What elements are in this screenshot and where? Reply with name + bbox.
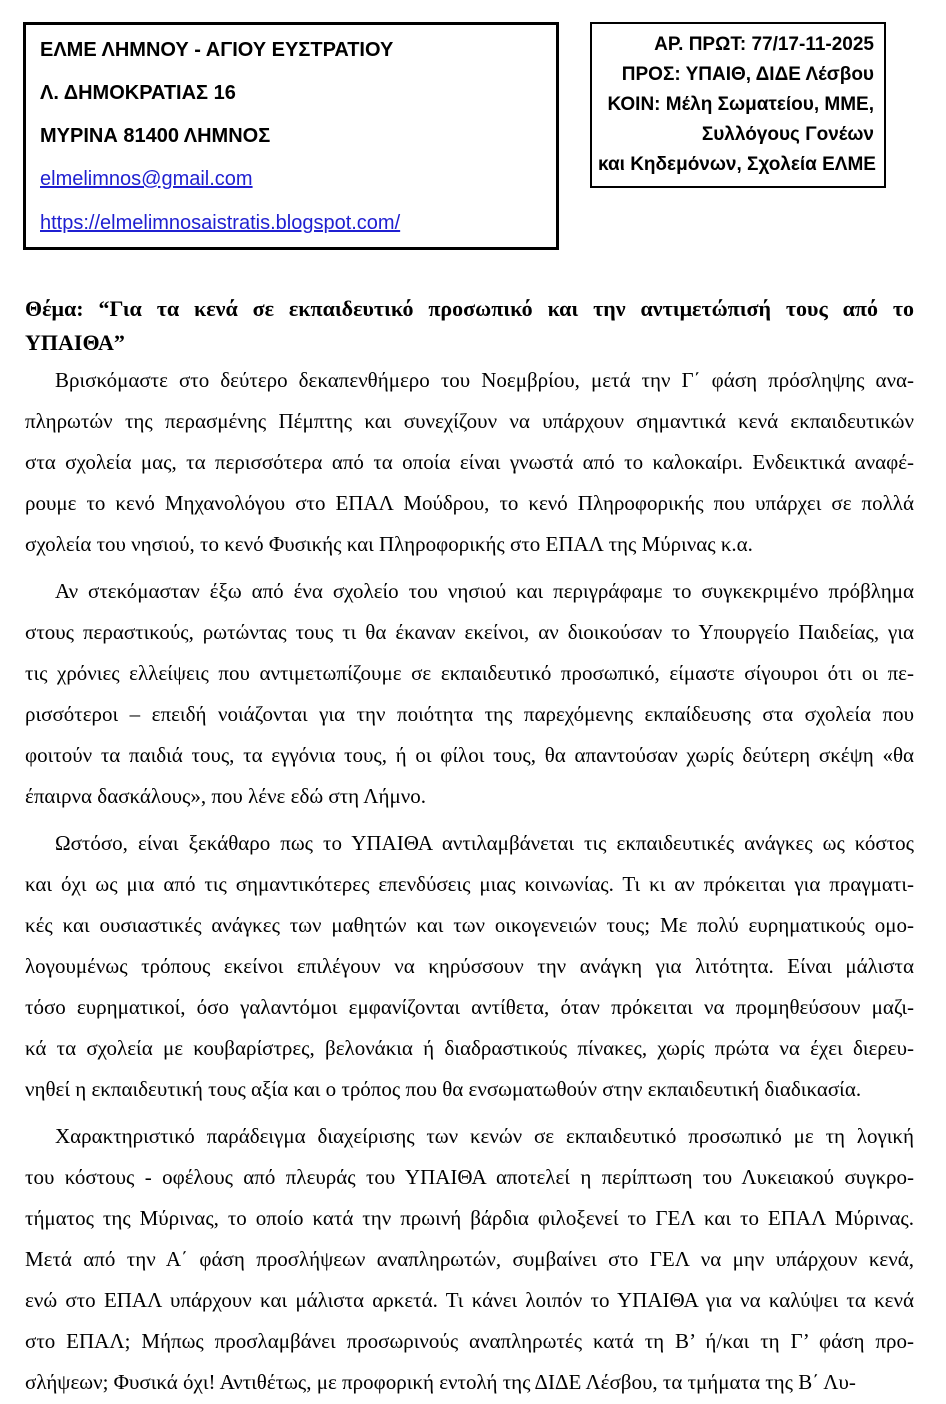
letter-content (25, 292, 914, 1403)
recipient-line: ΚΟΙΝ: Μέλη Σωματείου, ΜΜΕ, (607, 94, 874, 115)
body-line: σλήψεων; Φυσικά όχι! Αντιθέτως, με προφορική εντολή της ΔΙΔΕ Λέσβου, τα τμήματα της Β΄ Λυ- (25, 1370, 856, 1394)
website-line (40, 202, 542, 246)
body-line: ρισσότεροι – επειδή νοιάζονται για την ποιότητα της παρεχόμενης εκπαίδευσης στα σχολεία που (25, 702, 914, 726)
protocol-recipients-box (590, 22, 886, 188)
body-line: κά τα σχολεία με κουβαρίστρες, βελονάκια ή διαδραστικούς πίνακες, χωρίς πρώτα να έχει διερευ- (25, 1036, 914, 1060)
email-line (40, 158, 542, 202)
body-line: Μετά από την Α΄ φάση προσλήψεων αναπληρωτών, συμβαίνει στο ΓΕΛ να μην υπάρχουν κενά, (25, 1247, 914, 1271)
paragraph (25, 571, 914, 817)
body-line: ρουμε το κενό Μηχανολόγου στο ΕΠΑΛ Μούδρου, το κενό Πληροφορικής που υπάρχει σε πολλά (25, 491, 914, 515)
body-line: πληρωτών της περασμένης Πέμπτης και συνεχίζουν να υπάρχουν σημαντικά κενά εκπαιδευτικών (25, 409, 914, 433)
paragraph (25, 360, 914, 565)
body-line: κές και ουσιαστικές ανάγκες των μαθητών και των οικογενειών τους; Με πολύ ευρηματικούς ομο- (25, 913, 914, 937)
org-address-street: Λ. ΔΗΜΟΚΡΑΤΙΑΣ 16 (40, 82, 236, 104)
body-line: στο ΕΠΑΛ; Μήπως προσλαμβάνει προσωρινούς αναπληρωτές κατά τη Β’ ή/και τη Γ’ φάση προ- (25, 1329, 914, 1353)
body-line: στους περαστικούς, ρωτώντας τους τι θα έκαναν εκείνοι, αν διοικούσαν το Υπουργείο Παιδείας, για (25, 620, 914, 644)
body-line: Ωστόσο, είναι ξεκάθαρο πως το ΥΠΑΙΘΑ αντιλαμβάνεται τις εκπαιδευτικές ανάγκες ως κόστος (55, 831, 914, 855)
subject-line: ΥΠΑΙΘΑ” (25, 330, 125, 355)
body-line: τήματος της Μύρινας, το οποίο κατά την πρωινή βάρδια φιλοξενεί το ΓΕΛ και το ΕΠΑΛ Μύρινας. (25, 1206, 914, 1230)
recipient-line: και Κηδεμόνων, Σχολεία ΕΛΜΕ (598, 154, 876, 175)
body-line: τόσο ευρηματικοί, όσο γαλαντόμοι εμφανίζονται αντίθετα, όταν πρόκειται να προμηθεύσουν μαζι- (25, 995, 914, 1019)
body-line: έπαιρνα δασκάλους», που λένε εδώ στη Λήμνο. (25, 784, 426, 808)
sender-info-box (23, 22, 559, 250)
org-name: ΕΛΜΕ ΛΗΜΝΟΥ - ΑΓΙΟΥ ΕΥΣΤΡΑΤΙΟΥ (40, 39, 394, 61)
org-address-city: ΜΥΡΙΝΑ 81400 ΛΗΜΝΟΣ (40, 125, 271, 147)
body-line: και όχι ως μια από τις σημαντικότερες επενδύσεις μιας κοινωνίας. Τι κι αν πρόκειται για πραγματι- (25, 872, 914, 896)
body-line: ενώ στο ΕΠΑΛ υπάρχουν και μάλιστα αρκετά. Τι κάνει λοιπόν το ΥΠΑΙΘΑ για να καλύψει τα κενά (25, 1288, 914, 1312)
body-line: νηθεί η εκπαιδευτική τους αξία και ο τρόπος που θα ενσωματωθούν στην εκπαιδευτική διαδικασία. (25, 1077, 862, 1101)
paragraph (25, 1116, 914, 1403)
protocol-lines (598, 30, 874, 180)
recipient-line: ΠΡΟΣ: ΥΠΑΙΘ, ΔΙΔΕ Λέσβου (621, 64, 874, 85)
paragraph (25, 823, 914, 1110)
body-line: σχολεία του νησιού, το κενό Φυσικής και Πληροφορικής στο ΕΠΑΛ της Μύρινας κ.α. (25, 532, 753, 556)
recipient-line: Συλλόγους Γονέων (701, 124, 874, 145)
recipient-line: ΑΡ. ΠΡΩΤ: 77/17-11-2025 (654, 34, 874, 55)
body-line: τις χρόνιες ελλείψεις που αντιμετωπίζουμε σε εκπαιδευτικό προσωπικό, είμαστε σίγουροι ότι οι πε- (25, 661, 914, 685)
body-line: λογουμένως τρόπους εκείνοι επιλέγουν να κηρύσσουν την ανάγκη για λιτότητα. Είναι μάλιστα (25, 954, 914, 978)
website-link[interactable]: https://elmelimnosaistratis.blogspot.com/ (40, 212, 401, 234)
subject-line: Θέμα: “Για τα κενά σε εκπαιδευτικό προσωπικό και την αντιμετώπισή τους από το (25, 296, 914, 321)
body-line: Αν στεκόμασταν έξω από ένα σχολείο του νησιού και περιγράφαμε το συγκεκριμένο πρόβλημα (55, 579, 914, 603)
body-line: του κόστους - οφέλους από πλευράς του ΥΠΑΙΘΑ αποτελεί η περίπτωση του Λυκειακού συγκρο- (25, 1165, 914, 1189)
body-line: φοιτούν τα παιδιά τους, τα εγγόνια τους, ή οι φίλοι τους, θα απαντούσαν χωρίς δεύτερη σκέψη «θα (25, 743, 914, 767)
body-line: στα σχολεία μας, τα περισσότερα από τα οποία είναι γνωστά από το καλοκαίρι. Ενδεικτικά αναφέ- (25, 450, 914, 474)
body-line: Βρισκόμαστε στο δεύτερο δεκαπενθήμερο του Νοεμβρίου, μετά την Γ΄ φάση πρόσληψης ανα- (55, 368, 914, 392)
email-link[interactable]: elmelimnos@gmail.com (40, 168, 253, 190)
letter-body (25, 360, 914, 1403)
body-line: Χαρακτηριστικό παράδειγμα διαχείρισης των κενών σε εκπαιδευτικό προσωπικό με τη λογική (55, 1124, 914, 1148)
subject-heading (25, 292, 914, 360)
